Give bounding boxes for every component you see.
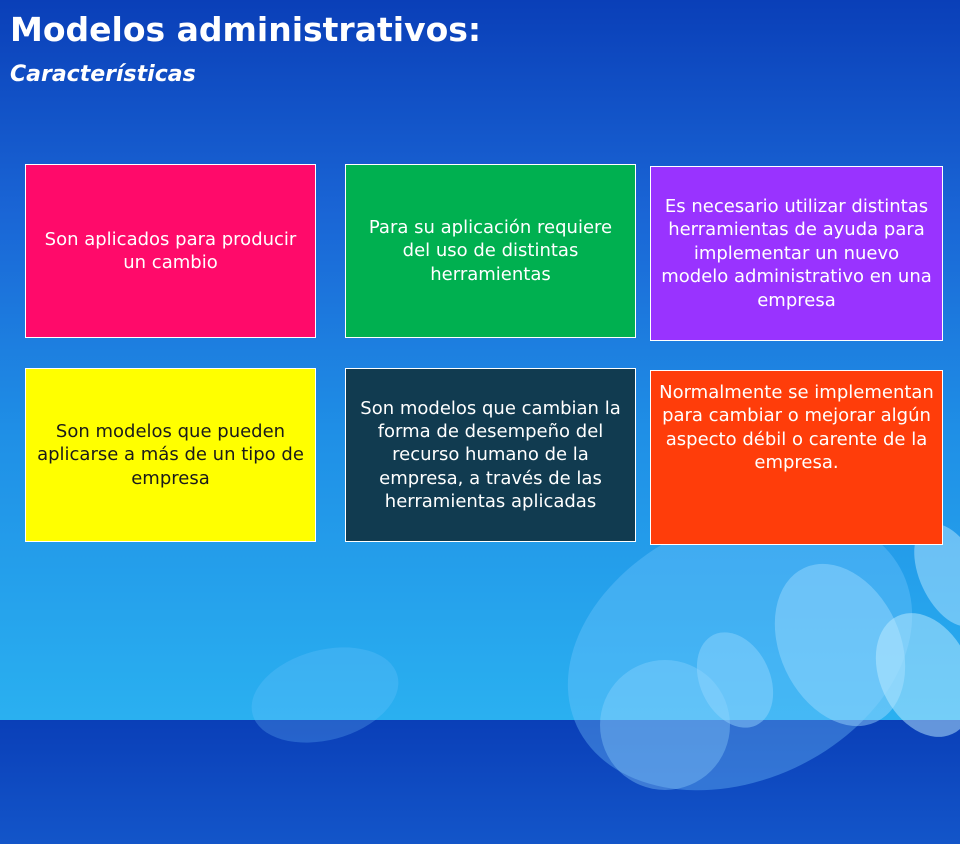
feature-box-human-resources: Son modelos que cambian la forma de desempeño del recurso humano de la empresa, a través de las herramientas aplicadas	[345, 368, 636, 542]
feature-box-improve-weakness: Normalmente se implementan para cambiar o mejorar algún aspecto débil o carente de la empresa.	[650, 370, 943, 545]
background-decoration	[600, 660, 730, 790]
background-decoration	[750, 543, 931, 748]
background-decoration	[857, 597, 960, 753]
feature-box-requires-tools: Para su aplicación requiere del uso de distintas herramientas	[345, 164, 636, 338]
background-decoration	[682, 620, 788, 740]
feature-box-support-tools: Es necesario utilizar distintas herramientas de ayuda para implementar un nuevo modelo administrativo en una empresa	[650, 166, 943, 341]
slide-title: Modelos administrativos:	[10, 10, 482, 49]
feature-box-applied-for-change: Son aplicados para producir un cambio	[25, 164, 316, 338]
background-decoration	[241, 632, 409, 758]
slide-subtitle: Características	[10, 62, 196, 87]
feature-box-multiple-companies: Son modelos que pueden aplicarse a más de un tipo de empresa	[25, 368, 316, 542]
